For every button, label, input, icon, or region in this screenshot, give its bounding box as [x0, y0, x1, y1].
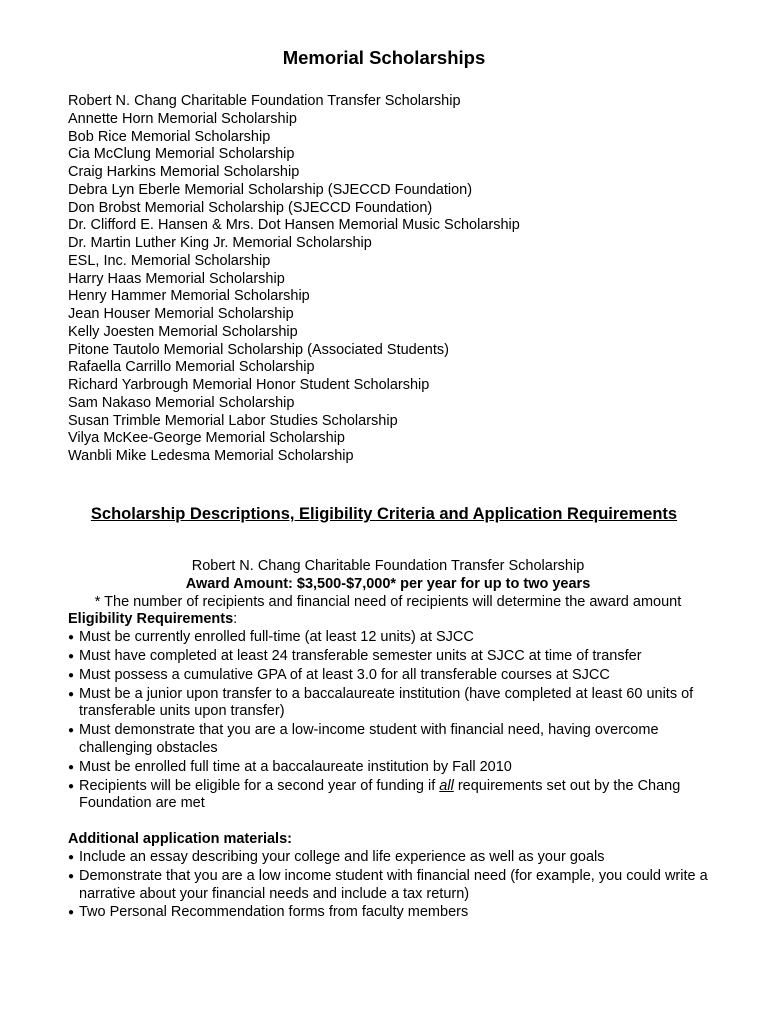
list-item: Cia McClung Memorial Scholarship [68, 146, 295, 163]
bullet-icon: ● [68, 632, 75, 644]
bullet-icon: ● [68, 725, 75, 737]
bullet-icon: ● [68, 650, 75, 662]
bullet-icon: ● [68, 761, 75, 773]
list-item: Dr. Clifford E. Hansen & Mrs. Dot Hansen Memorial Music Scholarship [68, 217, 520, 234]
list-item: Debra Lyn Eberle Memorial Scholarship (SJECCD Foundation) [68, 181, 473, 198]
list-item: Rafaella Carrillo Memorial Scholarship [68, 359, 315, 376]
list-item: Craig Harkins Memorial Scholarship [68, 164, 300, 180]
bullet-icon: ● [68, 688, 75, 700]
material-text: Demonstrate that you are a low income student with financial need (for example, you could write a narrative about your financial needs and include a tax return) [79, 867, 708, 902]
eligibility-text: Must be enrolled full time at a baccalaureate institution by Fall 2010 [79, 758, 512, 775]
material-text: Include an essay describing your college and life experience as well as your goals [79, 848, 605, 865]
material-text: Two Personal Recommendation forms from faculty members [79, 904, 469, 921]
eligibility-list [68, 629, 708, 813]
list-item [68, 849, 708, 867]
bullet-icon: ● [68, 907, 75, 919]
eligibility-text-before: Recipients will be eligible for a second year of funding if [79, 777, 440, 794]
bullet-icon: ● [68, 780, 75, 792]
list-item: Pitone Tautolo Memorial Scholarship (Associated Students) [68, 341, 449, 358]
eligibility-text: Must have completed at least 24 transferable semester units at SJCC at time of transfer [79, 647, 642, 664]
eligibility-text-after: requirements set out by the Chang Foundation are met [79, 777, 681, 812]
list-item: ESL, Inc. Memorial Scholarship [68, 252, 271, 269]
list-item: Don Brobst Memorial Scholarship (SJECCD Foundation) [68, 199, 433, 216]
list-item [68, 722, 708, 758]
award-amount: Award Amount: $3,500-$7,000* per year for up to two years [185, 575, 591, 592]
bullet-icon: ● [68, 851, 75, 863]
list-item [68, 648, 708, 666]
eligibility-label: Eligibility Requirements [68, 611, 234, 628]
eligibility-text: Must be currently enrolled full-time (at least 12 units) at SJCC [79, 629, 474, 646]
bullet-icon: ● [68, 870, 75, 882]
award-note: * The number of recipients and financial need of recipients will determine the award amount [94, 593, 682, 610]
eligibility-text: Must possess a cumulative GPA of at least 3.0 for all transferable courses at SJCC [79, 666, 610, 683]
list-item: Susan Trimble Memorial Labor Studies Scholarship [68, 412, 398, 429]
list-item: Sam Nakaso Memorial Scholarship [68, 394, 295, 411]
spacer [68, 814, 708, 831]
list-item [68, 904, 708, 922]
eligibility-heading [68, 611, 708, 629]
materials-heading: Additional application materials: [68, 831, 292, 848]
list-item: Vilya McKee-George Memorial Scholarship [68, 430, 345, 447]
list-item: Dr. Martin Luther King Jr. Memorial Scholarship [68, 235, 372, 251]
list-item: Robert N. Chang Charitable Foundation Transfer Scholarship [68, 93, 461, 109]
bullet-icon: ● [68, 669, 75, 681]
section-heading: Scholarship Descriptions, Eligibility Criteria and Application Requirements [90, 505, 678, 523]
list-item [68, 686, 708, 722]
page-title: Memorial Scholarships [282, 47, 486, 68]
list-item [68, 667, 708, 685]
list-item: Jean Houser Memorial Scholarship [68, 306, 294, 322]
materials-list [68, 849, 708, 922]
list-item: Annette Horn Memorial Scholarship [68, 110, 297, 127]
list-item [68, 759, 708, 777]
scholarship-list [68, 93, 520, 466]
list-item [68, 868, 708, 904]
emphasis-all: all [439, 777, 454, 794]
list-item: Henry Hammer Memorial Scholarship [68, 288, 310, 305]
list-item: Harry Haas Memorial Scholarship [68, 270, 285, 287]
list-item: Wanbli Mike Ledesma Memorial Scholarship [68, 448, 354, 464]
scholarship-detail [68, 558, 708, 923]
list-item: Richard Yarbrough Memorial Honor Student Scholarship [68, 377, 430, 393]
eligibility-text: Must demonstrate that you are a low-income student with financial need, having overcome challenging obstacles [79, 722, 659, 756]
list-item: Kelly Joesten Memorial Scholarship [68, 323, 298, 340]
scholarship-name: Robert N. Chang Charitable Foundation Transfer Scholarship [191, 558, 585, 574]
list-item [68, 778, 708, 814]
list-item: Bob Rice Memorial Scholarship [68, 128, 271, 145]
eligibility-text: Must be a junior upon transfer to a baccalaureate institution (have completed at least 60 units of transferable units upon transfer) [79, 685, 694, 720]
eligibility-colon: : [233, 611, 238, 628]
list-item [68, 629, 708, 647]
